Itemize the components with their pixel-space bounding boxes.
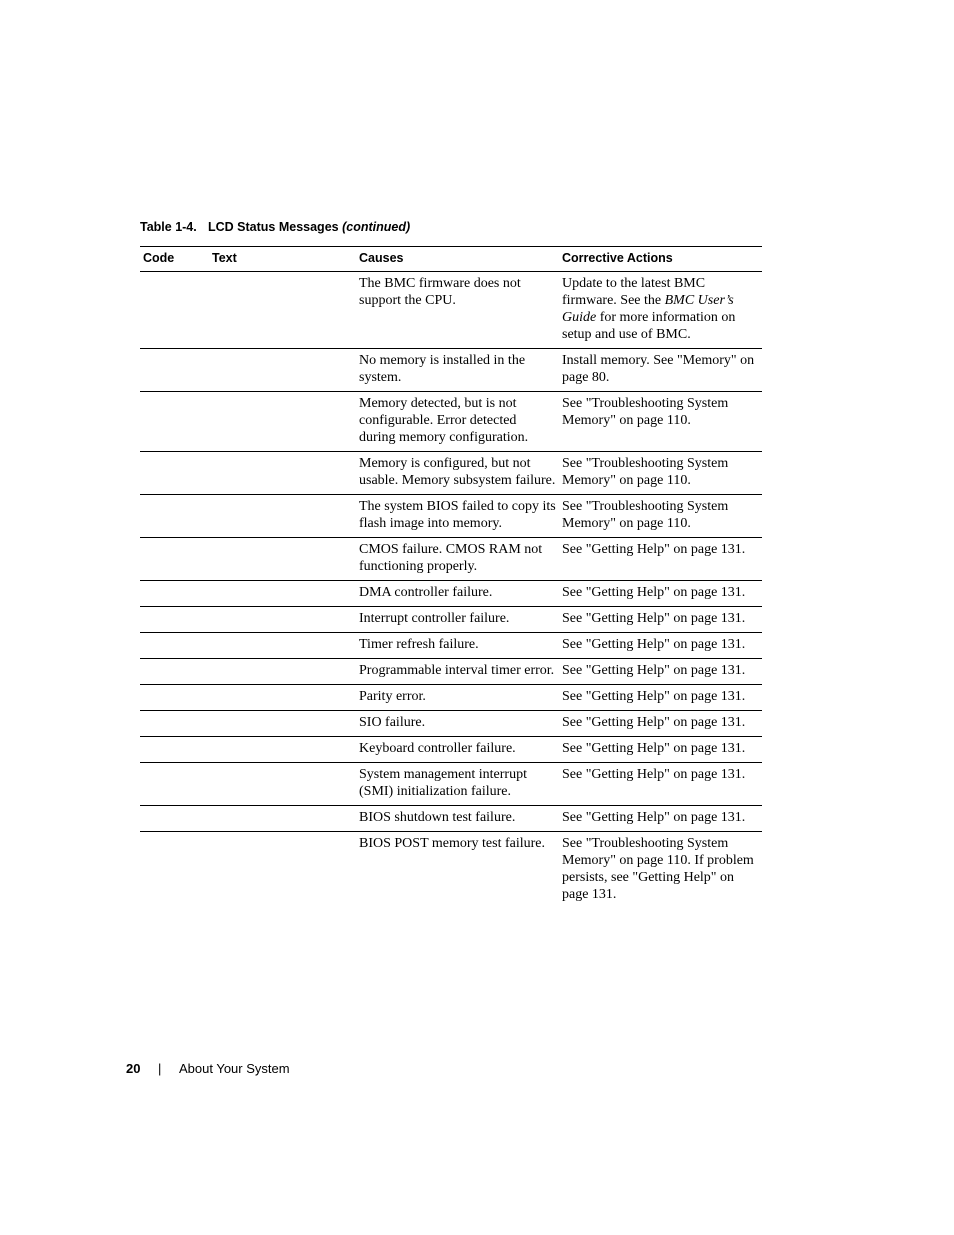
table-row bbox=[140, 392, 762, 452]
table-row bbox=[140, 349, 762, 392]
cell-text bbox=[209, 763, 356, 806]
page-footer bbox=[126, 1061, 290, 1076]
cell-causes: Programmable interval timer error. bbox=[359, 663, 555, 678]
cell-corrective-actions bbox=[559, 737, 762, 763]
table-row bbox=[140, 272, 762, 349]
cell-code bbox=[140, 763, 209, 806]
action-text: See "Getting Help" on page 131. bbox=[562, 585, 746, 600]
cell-causes: Interrupt controller failure. bbox=[359, 611, 510, 626]
action-text: Install memory. See "Memory" on page 80. bbox=[562, 353, 755, 385]
cell-causes: DMA controller failure. bbox=[359, 585, 493, 600]
cell-corrective-actions bbox=[559, 607, 762, 633]
cell-text bbox=[209, 581, 356, 607]
cell-text bbox=[209, 272, 356, 349]
table-row bbox=[140, 832, 762, 909]
cell-corrective-actions bbox=[559, 581, 762, 607]
cell-causes: SIO failure. bbox=[359, 715, 426, 730]
table-row bbox=[140, 607, 762, 633]
cell-text bbox=[209, 685, 356, 711]
cell-corrective-actions bbox=[559, 538, 762, 581]
cell-code bbox=[140, 452, 209, 495]
cell-corrective-actions bbox=[559, 392, 762, 452]
cell-corrective-actions bbox=[559, 272, 762, 349]
cell-causes: Parity error. bbox=[359, 689, 426, 704]
cell-corrective-actions bbox=[559, 659, 762, 685]
cell-code bbox=[140, 711, 209, 737]
cell-text bbox=[209, 495, 356, 538]
table-row bbox=[140, 659, 762, 685]
table-row bbox=[140, 806, 762, 832]
cell-code bbox=[140, 272, 209, 349]
cell-code bbox=[140, 581, 209, 607]
table-row bbox=[140, 763, 762, 806]
table-number: Table 1-4. bbox=[140, 220, 197, 234]
action-text: See "Getting Help" on page 131. bbox=[562, 637, 746, 652]
cell-code bbox=[140, 806, 209, 832]
action-text: See "Getting Help" on page 131. bbox=[562, 810, 746, 825]
action-text: See "Troubleshooting System Memory" on page 110. bbox=[562, 396, 729, 428]
cell-text bbox=[209, 607, 356, 633]
cell-code bbox=[140, 392, 209, 452]
cell-causes: Memory is configured, but not usable. Memory subsystem failure. bbox=[359, 456, 556, 488]
table-row bbox=[140, 685, 762, 711]
header-corrective-actions: Corrective Actions bbox=[562, 251, 673, 265]
cell-corrective-actions bbox=[559, 452, 762, 495]
cell-causes: CMOS failure. CMOS RAM not functioning properly. bbox=[359, 542, 543, 574]
cell-corrective-actions bbox=[559, 711, 762, 737]
cell-corrective-actions bbox=[559, 806, 762, 832]
cell-text bbox=[209, 633, 356, 659]
table-title: LCD Status Messages bbox=[208, 220, 339, 234]
cell-code bbox=[140, 832, 209, 909]
action-text: for more information on setup and use of BMC. bbox=[562, 310, 736, 342]
lcd-status-table bbox=[140, 246, 762, 908]
action-text: Update to the latest BMC firmware. See the bbox=[562, 276, 706, 308]
cell-code bbox=[140, 659, 209, 685]
cell-causes: The system BIOS failed to copy its flash image into memory. bbox=[359, 499, 556, 531]
cell-text bbox=[209, 806, 356, 832]
action-text: See "Troubleshooting System Memory" on page 110. bbox=[562, 499, 729, 531]
header-causes: Causes bbox=[359, 251, 404, 265]
table-row bbox=[140, 633, 762, 659]
cell-causes: The BMC firmware does not support the CPU. bbox=[359, 276, 521, 308]
action-text: See "Getting Help" on page 131. bbox=[562, 767, 746, 782]
footer-separator: | bbox=[158, 1061, 162, 1076]
action-text: See "Getting Help" on page 131. bbox=[562, 542, 746, 557]
cell-causes: BIOS POST memory test failure. bbox=[359, 836, 546, 851]
table-body bbox=[140, 272, 762, 909]
cell-text bbox=[209, 711, 356, 737]
cell-causes: BIOS shutdown test failure. bbox=[359, 810, 516, 825]
cell-text bbox=[209, 538, 356, 581]
table-continued: (continued) bbox=[342, 220, 411, 234]
action-text: See "Getting Help" on page 131. bbox=[562, 663, 746, 678]
table-caption bbox=[140, 220, 410, 234]
cell-causes: Keyboard controller failure. bbox=[359, 741, 516, 756]
cell-code bbox=[140, 633, 209, 659]
action-text: See "Troubleshooting System Memory" on page 110. bbox=[562, 456, 729, 488]
cell-text bbox=[209, 452, 356, 495]
cell-corrective-actions bbox=[559, 495, 762, 538]
cell-text bbox=[209, 737, 356, 763]
cell-code bbox=[140, 495, 209, 538]
cell-text bbox=[209, 392, 356, 452]
table-row bbox=[140, 538, 762, 581]
action-emphasis: BMC User’s Guide bbox=[562, 293, 734, 325]
cell-corrective-actions bbox=[559, 763, 762, 806]
table-header-row bbox=[140, 247, 762, 272]
footer-section-title: About Your System bbox=[179, 1061, 290, 1076]
cell-code bbox=[140, 607, 209, 633]
cell-corrective-actions bbox=[559, 685, 762, 711]
cell-corrective-actions bbox=[559, 349, 762, 392]
cell-causes: Timer refresh failure. bbox=[359, 637, 479, 652]
header-text: Text bbox=[212, 251, 237, 265]
table-row bbox=[140, 711, 762, 737]
cell-causes: Memory detected, but is not configurable. Error detected during memory configuration. bbox=[359, 396, 529, 445]
cell-corrective-actions bbox=[559, 832, 762, 909]
cell-code bbox=[140, 538, 209, 581]
table-row bbox=[140, 581, 762, 607]
cell-corrective-actions bbox=[559, 633, 762, 659]
page-number: 20 bbox=[126, 1061, 141, 1076]
cell-code bbox=[140, 685, 209, 711]
cell-text bbox=[209, 349, 356, 392]
table-row bbox=[140, 452, 762, 495]
cell-code bbox=[140, 349, 209, 392]
action-text: See "Getting Help" on page 131. bbox=[562, 611, 746, 626]
cell-text bbox=[209, 659, 356, 685]
cell-causes: No memory is installed in the system. bbox=[359, 353, 526, 385]
cell-code bbox=[140, 737, 209, 763]
action-text: See "Getting Help" on page 131. bbox=[562, 689, 746, 704]
header-code: Code bbox=[143, 251, 175, 265]
table-row bbox=[140, 737, 762, 763]
action-text: See "Getting Help" on page 131. bbox=[562, 715, 746, 730]
action-text: See "Getting Help" on page 131. bbox=[562, 741, 746, 756]
cell-text bbox=[209, 832, 356, 909]
action-text: See "Troubleshooting System Memory" on page 110. If problem persists, see "Getting Help" on page 131. bbox=[562, 836, 754, 902]
table-row bbox=[140, 495, 762, 538]
cell-causes: System management interrupt (SMI) initialization failure. bbox=[359, 767, 527, 799]
